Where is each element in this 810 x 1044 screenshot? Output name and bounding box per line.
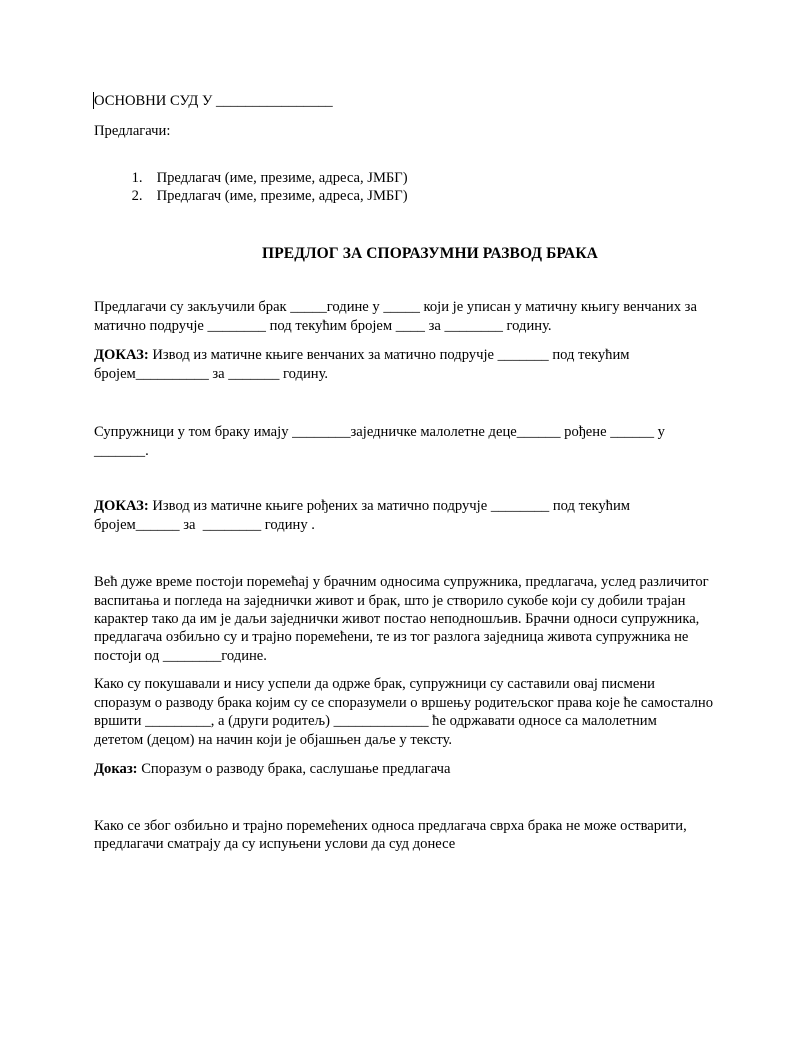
evidence-line: бројем______ за ________ годину . [94,517,315,533]
evidence-text: Споразум о разводу брака, саслушање предлагача [137,761,451,777]
paragraph-line: _______. [94,443,149,459]
evidence-line [94,346,630,364]
paragraph-line: споразум о разводу брака којим су се споразумели о вршењу родитељског права које ће самостално [94,695,713,711]
paragraph-line: Како су покушавали и нису успели да одрже брак, супружници су саставили овај писмени [94,676,655,692]
evidence-line: бројем__________ за _______ годину. [94,366,329,382]
proposers-label: Предлагачи: [94,123,171,139]
paragraph-line: вршити _________, а (други родитељ) _____________ ће одржавати односе са малолетним [94,713,657,729]
list-item [117,169,408,223]
paragraph-line: Већ дуже време постоји поремећај у брачним односима супружника, предлагача, услед различитог [94,574,709,590]
evidence-text: Извод из матичне књиге венчаних за матично подручје _______ под текућим [148,347,630,363]
evidence-label: Доказ: [94,761,138,777]
evidence-line [94,497,630,515]
list-number: 1. [131,170,143,186]
court-line: ОСНОВНИ СУД У ________________ [94,93,333,109]
evidence-label: ДОКАЗ: [94,347,149,363]
list-text: Предлагач (име, презиме, адреса, ЈМБГ) [156,170,408,186]
paragraph-line: предлагача озбиљно су и трајно поремећени, те из тог разлога заједница живота супружника не [94,629,689,645]
evidence-label: ДОКАЗ: [94,498,149,514]
evidence-text: Извод из матичне књиге рођених за матично подручје ________ под текућим [148,498,630,514]
paragraph-line: карактер тако да им је даљи заједнички живот постао неподношљив. Брачни односи супружника, [94,611,700,627]
paragraph-line: дететом (децом) на начин који је објашњен даље у тексту. [94,732,453,748]
paragraph-line: предлагачи сматрају да су испуњени услови да суд донесе [94,836,456,852]
paragraph-line: Предлагачи су закључили брак _____године у _____ који је уписан у матичну књигу венчаних за [94,299,697,315]
paragraph-line: матично подручје ________ под текућим бројем ____ за ________ годину. [94,318,552,334]
list-text: Предлагач (име, презиме, адреса, ЈМБГ) [156,188,408,204]
paragraph-line: Супружници у том браку имају ________заједничке малолетне деце______ рођене ______ у [94,424,665,440]
list-number: 2. [131,188,143,204]
paragraph-line: Како се због озбиљно и трајно поремећених односа предлагача сврха брака не може остварити, [94,818,687,834]
evidence-line [94,760,450,778]
paragraph-line: васпитања и погледа на заједнички живот и брак, што је створило сукобе који су добили трајан [94,593,686,609]
document-title: ПРЕДЛОГ ЗА СПОРАЗУМНИ РАЗВОД БРАКА [262,245,598,262]
paragraph-line: постоји од ________године. [94,648,267,664]
